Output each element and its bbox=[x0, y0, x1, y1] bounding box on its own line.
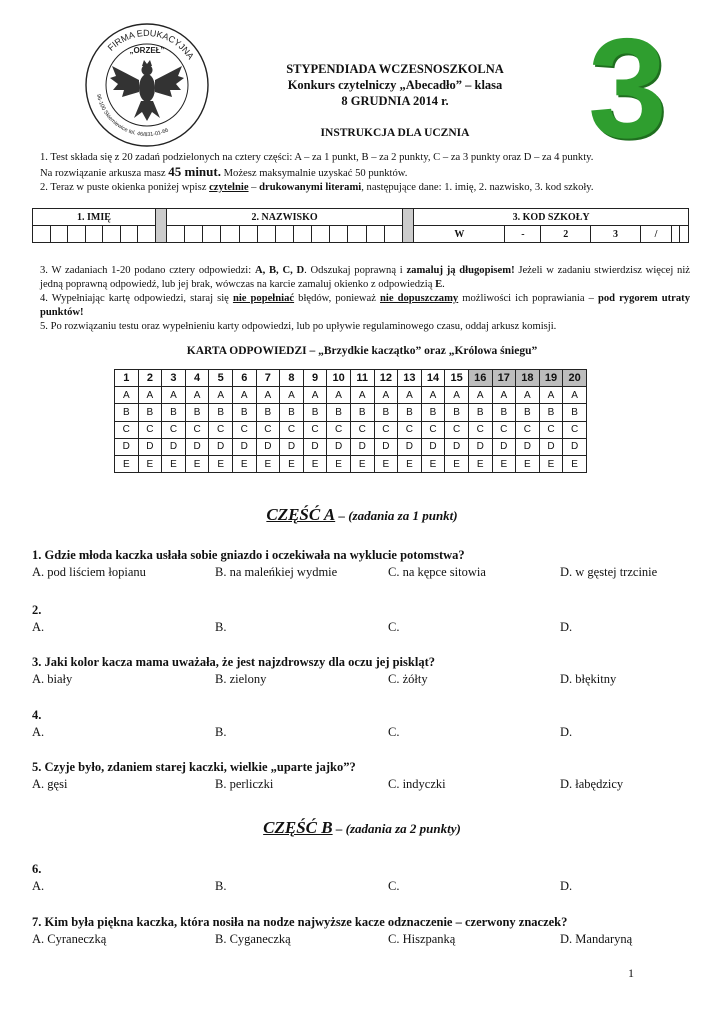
answer-option-a: A. biały bbox=[32, 672, 73, 686]
question-number-cell: 10 bbox=[327, 370, 351, 387]
answer-option-cell[interactable]: C bbox=[516, 421, 540, 438]
answer-option-cell[interactable]: B bbox=[115, 404, 139, 421]
name-box[interactable] bbox=[103, 226, 121, 243]
answer-option-cell[interactable]: D bbox=[162, 438, 186, 455]
answer-option-cell[interactable]: E bbox=[421, 455, 445, 472]
question-number-cell: 14 bbox=[421, 370, 445, 387]
instruction-3: 3. W zadaniach 1-20 podano cztery odpowiedzi: A, B, C, D. Odszukaj poprawną i zamaluj ją długopisem! Jeżeli w zadaniu stwierdzisz więcej niż jedną poprawną odpowiedź, lub jej brak, wówczas na karcie zamaluj okienko z odpowiedzią E. bbox=[40, 265, 691, 290]
question-number-cell: 13 bbox=[398, 370, 422, 387]
question-text: 4. bbox=[32, 708, 42, 722]
question-number-cell: 3 bbox=[162, 370, 186, 387]
answer-option-b: B. na maleńkiej wydmie bbox=[215, 565, 338, 579]
answer-option-cell[interactable]: C bbox=[398, 421, 422, 438]
question-number-cell: 17 bbox=[492, 370, 516, 387]
answer-option-c: C. bbox=[388, 620, 400, 634]
question-text: 6. bbox=[32, 862, 42, 876]
stamp-bottom-text: 96-100 Skierniewice tel. 46/831-01-66 bbox=[94, 93, 170, 139]
answer-option-cell[interactable]: E bbox=[185, 455, 209, 472]
instruction-1 bbox=[40, 151, 700, 195]
answer-option-c: C. bbox=[388, 725, 400, 739]
surname-box[interactable] bbox=[366, 226, 384, 243]
eagle-icon bbox=[110, 60, 184, 121]
answer-option-c: C. Hiszpanką bbox=[388, 932, 456, 946]
question-number-cell: 8 bbox=[280, 370, 304, 387]
answer-option-b: B. bbox=[215, 725, 227, 739]
answer-option-cell[interactable]: C bbox=[303, 421, 327, 438]
surname-box[interactable] bbox=[312, 226, 330, 243]
grade-number: 3 bbox=[588, 9, 667, 168]
answer-option-cell[interactable]: A bbox=[421, 387, 445, 404]
answer-option-cell[interactable]: E bbox=[492, 455, 516, 472]
surname-box[interactable] bbox=[384, 226, 402, 243]
answer-option-cell[interactable]: E bbox=[232, 455, 256, 472]
answer-option-cell[interactable]: A bbox=[563, 387, 587, 404]
answer-option-c: C. indyczki bbox=[388, 777, 446, 791]
answer-option-cell[interactable]: B bbox=[138, 404, 162, 421]
surname-label: 2. NAZWISKO bbox=[166, 209, 402, 226]
name-box[interactable] bbox=[33, 226, 51, 243]
answer-option-cell[interactable]: B bbox=[421, 404, 445, 421]
answer-option-cell[interactable]: D bbox=[115, 438, 139, 455]
answer-option-cell[interactable]: A bbox=[398, 387, 422, 404]
answer-option-c: C. żółty bbox=[388, 672, 428, 686]
answer-option-a: A. pod liściem łopianu bbox=[32, 565, 146, 579]
answer-option-cell[interactable]: A bbox=[115, 387, 139, 404]
answer-option-cell[interactable]: D bbox=[516, 438, 540, 455]
instruction-title: INSTRUKCJA DLA UCZNIA bbox=[320, 127, 470, 139]
name-box[interactable] bbox=[50, 226, 68, 243]
answer-option-cell[interactable]: D bbox=[185, 438, 209, 455]
instructions-3-5 bbox=[40, 264, 690, 334]
name-label: 1. IMIĘ bbox=[33, 209, 156, 226]
answer-option-cell[interactable]: C bbox=[209, 421, 233, 438]
surname-box[interactable] bbox=[239, 226, 257, 243]
answer-option-cell[interactable]: D bbox=[492, 438, 516, 455]
answer-option-cell[interactable]: B bbox=[516, 404, 540, 421]
answer-option-cell[interactable]: B bbox=[232, 404, 256, 421]
question-number-cell: 16 bbox=[468, 370, 492, 387]
page-number: 1 bbox=[628, 966, 634, 980]
company-stamp-logo bbox=[84, 22, 210, 148]
answer-sheet-title: KARTA ODPOWIEDZI – „Brzydkie kaczątko” oraz „Królowa śniegu” bbox=[186, 345, 538, 357]
answer-option-cell[interactable]: E bbox=[115, 455, 139, 472]
answer-option-cell[interactable]: D bbox=[374, 438, 398, 455]
surname-box[interactable] bbox=[257, 226, 275, 243]
school-code-box[interactable] bbox=[680, 226, 689, 243]
instruction-4: 4. Wypełniając kartę odpowiedzi, staraj się nie popełniać błędów, ponieważ nie dopuszczamy możliwości ich poprawiania – pod rygorem utraty punktów! bbox=[40, 293, 690, 318]
answer-option-cell[interactable]: D bbox=[350, 438, 374, 455]
answer-option-cell[interactable]: D bbox=[445, 438, 469, 455]
question-number-cell: 5 bbox=[209, 370, 233, 387]
answer-option-cell[interactable]: B bbox=[492, 404, 516, 421]
question-number-cell: 2 bbox=[138, 370, 162, 387]
answer-option-cell[interactable]: E bbox=[280, 455, 304, 472]
question-number-cell: 9 bbox=[303, 370, 327, 387]
answer-option-b: B. bbox=[215, 879, 227, 893]
school-code-char: / bbox=[640, 226, 671, 243]
school-code-char: W bbox=[414, 226, 505, 243]
answer-option-cell[interactable]: B bbox=[539, 404, 563, 421]
answer-option-cell[interactable]: D bbox=[327, 438, 351, 455]
answer-option-cell[interactable]: A bbox=[303, 387, 327, 404]
answer-option-cell[interactable]: C bbox=[185, 421, 209, 438]
time-limit: 45 minut. bbox=[168, 164, 221, 179]
answer-option-cell[interactable]: C bbox=[421, 421, 445, 438]
question-number-cell: 11 bbox=[350, 370, 374, 387]
answer-option-cell[interactable]: C bbox=[445, 421, 469, 438]
answer-option-cell[interactable]: A bbox=[327, 387, 351, 404]
answer-option-cell[interactable]: A bbox=[162, 387, 186, 404]
answer-option-cell[interactable]: B bbox=[374, 404, 398, 421]
answer-option-cell[interactable]: E bbox=[374, 455, 398, 472]
answer-option-cell[interactable]: E bbox=[350, 455, 374, 472]
answer-option-cell[interactable]: B bbox=[185, 404, 209, 421]
answer-option-cell[interactable]: D bbox=[138, 438, 162, 455]
surname-box[interactable] bbox=[166, 226, 184, 243]
answer-option-cell[interactable]: C bbox=[162, 421, 186, 438]
answer-option-cell[interactable]: C bbox=[563, 421, 587, 438]
answer-option-cell[interactable]: B bbox=[468, 404, 492, 421]
answer-option-d: D. łabędzicy bbox=[560, 777, 624, 791]
answer-option-cell[interactable]: D bbox=[563, 438, 587, 455]
question-number-cell: 1 bbox=[115, 370, 139, 387]
answer-option-cell[interactable]: D bbox=[539, 438, 563, 455]
answer-option-cell[interactable]: C bbox=[256, 421, 280, 438]
answer-option-cell[interactable]: C bbox=[232, 421, 256, 438]
answer-option-a: A. Cyraneczką bbox=[32, 932, 107, 946]
surname-box[interactable] bbox=[348, 226, 366, 243]
answer-option-b: B. zielony bbox=[215, 672, 267, 686]
school-code-label: 3. KOD SZKOŁY bbox=[414, 209, 689, 226]
answer-option-cell[interactable]: B bbox=[327, 404, 351, 421]
answer-option-cell[interactable]: E bbox=[327, 455, 351, 472]
school-code-box[interactable] bbox=[672, 226, 680, 243]
answer-option-cell[interactable]: C bbox=[374, 421, 398, 438]
answer-option-cell[interactable]: D bbox=[232, 438, 256, 455]
question-text: 2. bbox=[32, 603, 42, 617]
surname-box[interactable] bbox=[330, 226, 348, 243]
answer-option-cell[interactable]: A bbox=[445, 387, 469, 404]
answer-option-cell[interactable]: A bbox=[516, 387, 540, 404]
answer-option-cell[interactable]: E bbox=[162, 455, 186, 472]
answer-option-cell[interactable]: E bbox=[398, 455, 422, 472]
question-number-cell: 19 bbox=[539, 370, 563, 387]
answer-option-cell[interactable]: C bbox=[115, 421, 139, 438]
answer-option-a: A. bbox=[32, 620, 45, 634]
question-number-cell: 6 bbox=[232, 370, 256, 387]
answer-option-cell[interactable]: E bbox=[303, 455, 327, 472]
answer-option-cell[interactable]: A bbox=[539, 387, 563, 404]
answer-sheet-table bbox=[114, 369, 587, 473]
answer-option-cell[interactable]: C bbox=[138, 421, 162, 438]
answer-option-cell[interactable]: A bbox=[138, 387, 162, 404]
answer-option-cell[interactable]: E bbox=[445, 455, 469, 472]
answer-option-a: A. gęsi bbox=[32, 777, 68, 791]
instruction-2: 2. Teraz w puste okienka poniżej wpisz czytelnie – drukowanymi literami, następujące dane: 1. imię, 2. nazwisko, 3. kod szkoły. bbox=[40, 182, 594, 193]
answer-option-b: B. perliczki bbox=[215, 777, 274, 791]
answer-option-d: D. bbox=[560, 879, 573, 893]
answer-option-cell[interactable]: B bbox=[350, 404, 374, 421]
answer-option-cell[interactable]: C bbox=[280, 421, 304, 438]
surname-box[interactable] bbox=[275, 226, 293, 243]
answer-option-cell[interactable]: A bbox=[256, 387, 280, 404]
question-number-cell: 12 bbox=[374, 370, 398, 387]
question-number-cell: 18 bbox=[516, 370, 540, 387]
stamp-top-text: FIRMA EDUKACYJNA bbox=[105, 27, 196, 62]
answer-option-d: D. bbox=[560, 620, 573, 634]
answer-option-cell[interactable]: A bbox=[374, 387, 398, 404]
answer-option-cell[interactable]: B bbox=[563, 404, 587, 421]
instruction-5: 5. Po rozwiązaniu testu oraz wypełnieniu karty odpowiedzi, lub po upływie regulaminowego czasu, oddaj arkusz komisji. bbox=[40, 321, 557, 332]
answer-option-cell[interactable]: D bbox=[421, 438, 445, 455]
answer-option-cell[interactable]: A bbox=[232, 387, 256, 404]
answer-option-cell[interactable]: B bbox=[256, 404, 280, 421]
answer-option-cell[interactable]: D bbox=[468, 438, 492, 455]
answer-option-cell[interactable]: A bbox=[492, 387, 516, 404]
surname-box[interactable] bbox=[203, 226, 221, 243]
answer-option-cell[interactable]: B bbox=[398, 404, 422, 421]
instruction-1-line-b: Na rozwiązanie arkusza masz 45 minut. Możesz maksymalnie uzyskać 50 punktów. bbox=[40, 164, 408, 179]
answer-option-cell[interactable]: E bbox=[516, 455, 540, 472]
header-subtitle: Konkurs czytelniczy „Abecadło” – klasa bbox=[287, 78, 503, 92]
answer-option-cell[interactable]: A bbox=[185, 387, 209, 404]
answer-option-b: B. Cyganeczką bbox=[215, 932, 291, 946]
answer-option-cell[interactable]: E bbox=[468, 455, 492, 472]
answer-option-cell[interactable]: E bbox=[563, 455, 587, 472]
answer-option-cell[interactable]: C bbox=[492, 421, 516, 438]
school-code-char: - bbox=[505, 226, 541, 243]
answer-option-cell[interactable]: D bbox=[209, 438, 233, 455]
surname-box[interactable] bbox=[221, 226, 239, 243]
header-title: STYPENDIADA WCZESNOSZKOLNA bbox=[286, 62, 504, 76]
question-text: 3. Jaki kolor kacza mama uważała, że jest najzdrowszy dla oczu jej piskląt? bbox=[32, 655, 435, 669]
question-number-cell: 4 bbox=[185, 370, 209, 387]
answer-option-cell[interactable]: C bbox=[327, 421, 351, 438]
answer-option-a: A. bbox=[32, 879, 45, 893]
student-id-table bbox=[32, 208, 689, 243]
answer-option-d: D. bbox=[560, 725, 573, 739]
answer-option-d: D. w gęstej trzcinie bbox=[560, 565, 658, 579]
answer-option-cell[interactable]: B bbox=[303, 404, 327, 421]
answer-option-cell[interactable]: C bbox=[539, 421, 563, 438]
answer-option-cell[interactable]: B bbox=[280, 404, 304, 421]
answer-option-c: C. na kępce sitowia bbox=[388, 565, 486, 579]
header-date: 8 GRUDNIA 2014 r. bbox=[341, 94, 449, 108]
question-number-cell: 7 bbox=[256, 370, 280, 387]
surname-box[interactable] bbox=[293, 226, 311, 243]
answer-option-d: D. Mandaryną bbox=[560, 932, 633, 946]
question-number-cell: 15 bbox=[445, 370, 469, 387]
surname-box[interactable] bbox=[185, 226, 203, 243]
question-text: 1. Gdzie młoda kaczka usłała sobie gniazdo i oczekiwała na wyklucie potomstwa? bbox=[32, 548, 465, 562]
part-a-heading: CZĘŚĆ A – (zadania za 1 punkt) bbox=[266, 505, 458, 524]
answer-option-cell[interactable]: E bbox=[209, 455, 233, 472]
stamp-name: „ORZEŁ” bbox=[129, 46, 165, 55]
question-text: 5. Czyje było, zdaniem starej kaczki, wielkie „uparte jajko”? bbox=[32, 760, 356, 774]
answer-option-cell[interactable]: B bbox=[209, 404, 233, 421]
question-text: 7. Kim była piękna kaczka, która nosiła na nodze najwyższe kacze odznaczenie – czerwony znaczek? bbox=[32, 915, 568, 929]
answer-option-cell[interactable]: B bbox=[162, 404, 186, 421]
name-box[interactable] bbox=[68, 226, 86, 243]
answer-option-c: C. bbox=[388, 879, 400, 893]
answer-option-cell[interactable]: D bbox=[256, 438, 280, 455]
school-code-char: 2 bbox=[541, 226, 591, 243]
school-code-char: 3 bbox=[591, 226, 641, 243]
name-box[interactable] bbox=[138, 226, 156, 243]
answer-option-cell[interactable]: B bbox=[445, 404, 469, 421]
answer-option-a: A. bbox=[32, 725, 45, 739]
answer-option-cell[interactable]: D bbox=[303, 438, 327, 455]
name-box[interactable] bbox=[120, 226, 138, 243]
part-b-heading: CZĘŚĆ B – (zadania za 2 punkty) bbox=[263, 818, 461, 837]
answer-option-cell[interactable]: D bbox=[398, 438, 422, 455]
answer-option-cell[interactable]: C bbox=[468, 421, 492, 438]
answer-option-cell[interactable]: E bbox=[138, 455, 162, 472]
answer-option-cell[interactable]: D bbox=[280, 438, 304, 455]
answer-option-cell[interactable]: A bbox=[209, 387, 233, 404]
answer-option-cell[interactable]: A bbox=[350, 387, 374, 404]
instruction-1-line-a: 1. Test składa się z 20 zadań podzielonych na cztery części: A – za 1 punkt, B – za 2 punkty, C – za 3 punkty oraz D – za 4 punkty. bbox=[40, 152, 594, 163]
answer-option-cell[interactable]: A bbox=[468, 387, 492, 404]
answer-option-d: D. błękitny bbox=[560, 672, 617, 686]
answer-option-cell[interactable]: A bbox=[280, 387, 304, 404]
question-number-cell: 20 bbox=[563, 370, 587, 387]
answer-option-cell[interactable]: C bbox=[350, 421, 374, 438]
answer-option-cell[interactable]: E bbox=[539, 455, 563, 472]
answer-option-b: B. bbox=[215, 620, 227, 634]
name-box[interactable] bbox=[85, 226, 103, 243]
answer-option-cell[interactable]: E bbox=[256, 455, 280, 472]
